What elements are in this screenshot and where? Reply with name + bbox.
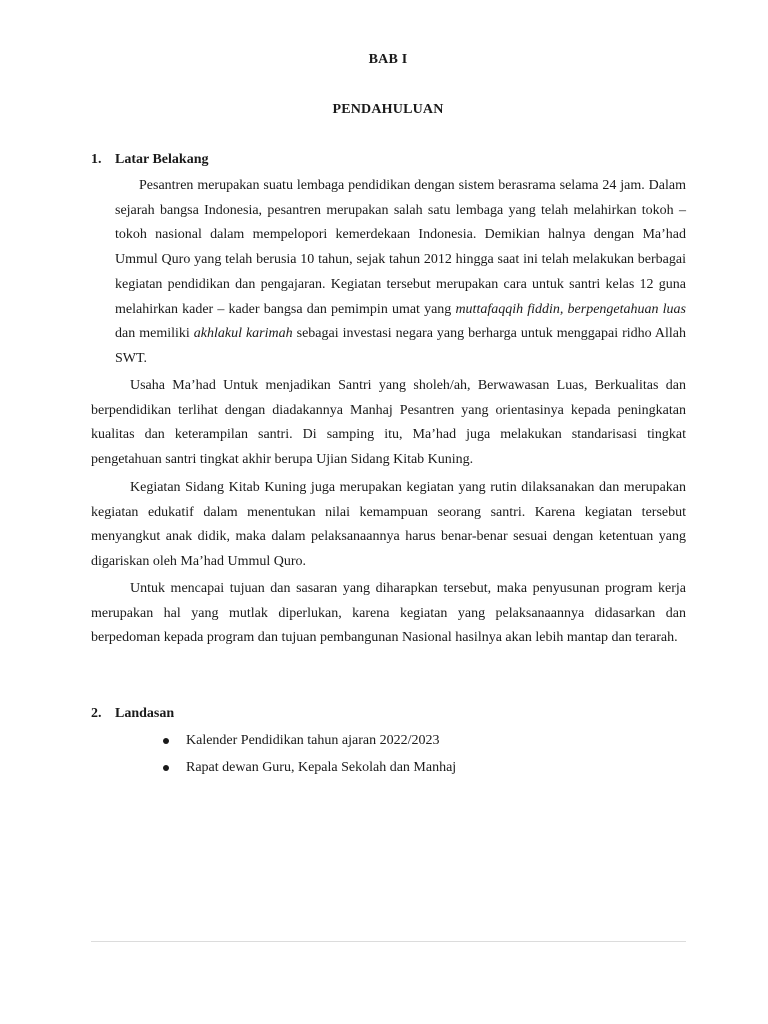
section-number: 1. bbox=[91, 152, 102, 167]
paragraph-1-italic-term-1: muttafaqqih fiddin, berpengetahuan luas bbox=[455, 301, 686, 317]
bullet-icon bbox=[163, 765, 169, 771]
section-heading-latar-belakang bbox=[91, 152, 208, 168]
section-heading-landasan bbox=[91, 706, 174, 722]
paragraph-1-text-c: dan memiliki bbox=[115, 326, 194, 342]
section-title: Latar Belakang bbox=[115, 152, 209, 167]
paragraph-1-text-a: Pesantren merupakan suatu lembaga pendidikan dengan sistem berasrama selama 24 jam. Dalam sejarah bangsa Indonesia, pesantren merupakan salah satu lembaga yang telah melahirkan tokoh – tokoh nasional dalam mempelopori kemerdekaan Indonesia. Demikian halnya dengan Ma’had Ummul Quro yang telah berusia 10 tahun, sejak tahun 2012 hingga saat ini telah melakukan berbagai kegiatan pendidikan dan pengajaran. Kegiatan tersebut merupakan cara untuk santri kelas 12 guna melahirkan kader – kader bangsa dan pemimpin umat yang bbox=[115, 178, 686, 317]
section-title: Landasan bbox=[115, 706, 175, 721]
paragraph-1-text-e: sebagai investasi negara yang berharga untuk menggapai ridho Allah SWT. bbox=[115, 326, 687, 366]
page-divider bbox=[91, 941, 686, 942]
chapter-title: PENDAHULUAN bbox=[332, 102, 444, 117]
paragraph-3: Kegiatan Sidang Kitab Kuning juga merupakan kegiatan yang rutin dilaksanakan dan merupakan kegiatan edukatif dalam menentukan nilai kemampuan seorang santri. Karena kegiatan tersebut menyangkut anak didik, maka dalam pelaksanaannya harus benar-benar sesuai dengan ketentuan yang digariskan oleh Ma’had Ummul Quro. bbox=[91, 480, 686, 570]
landasan-list bbox=[160, 732, 456, 786]
bullet-icon bbox=[163, 738, 169, 744]
chapter-number: BAB I bbox=[368, 52, 408, 67]
list-item-text: Rapat dewan Guru, Kepala Sekolah dan Manhaj bbox=[186, 760, 457, 775]
list-item bbox=[160, 732, 456, 759]
paragraph-1-italic-term-2: akhlakul karimah bbox=[193, 326, 293, 342]
list-item-text: Kalender Pendidikan tahun ajaran 2022/2023 bbox=[186, 733, 440, 748]
paragraph-1 bbox=[115, 174, 686, 372]
paragraph-4: Untuk mencapai tujuan dan sasaran yang diharapkan tersebut, maka penyusunan program kerja merupakan hal yang mutlak diperlukan, karena kegiatan yang pelaksanaannya didasarkan dan berpedoman kepada program dan tujuan pembangunan Nasional hasilnya akan lebih mantap dan terarah. bbox=[91, 581, 686, 646]
paragraph-2: Usaha Ma’had Untuk menjadikan Santri yang sholeh/ah, Berwawasan Luas, Berkualitas dan berpendidikan terlihat dengan diadakannya Manhaj Pesantren yang orientasinya kepada peningkatan kualitas dan keterampilan santri. Di samping itu, Ma’had juga melakukan standarisasi tingkat pengetahuan santri tingkat akhir berupa Ujian Sidang Kitab Kuning. bbox=[91, 378, 686, 468]
list-item bbox=[160, 759, 456, 786]
section-number: 2. bbox=[91, 706, 102, 721]
